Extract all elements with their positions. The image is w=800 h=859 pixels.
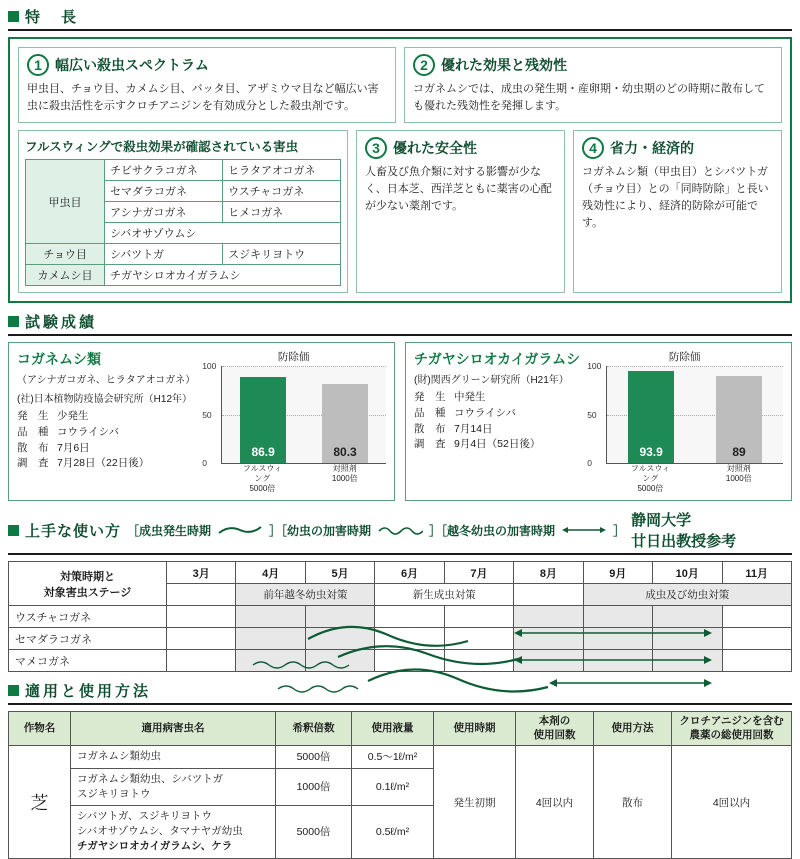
pest-list-caption: フルスウィングで殺虫効果が確認されている害虫 [25, 140, 299, 155]
chart-koganemushi [201, 349, 386, 494]
feature-title-4: 省力・経済的 [610, 140, 694, 157]
calendar-corner-label: 対策時期と 対象害虫ステージ [9, 562, 167, 606]
trial-2-info [414, 349, 580, 494]
month-header: 9月 [583, 562, 652, 584]
meta-val: コウライシバ [454, 406, 516, 419]
trial-1-meta [17, 409, 195, 472]
trials-panel [8, 342, 792, 501]
cell-pest-2-line2: スジキリヨトウ [77, 787, 151, 800]
cell-pest-3-line3: チガヤシロオカイガラムシ、ケラ [77, 840, 233, 853]
section-title-trials: 試験成績 [25, 314, 98, 332]
cell-dilution-2: 1000倍 [276, 768, 352, 805]
chart-1-title: 防除価 [277, 351, 310, 364]
chart-1-xlabel-1: 対照剤 1000倍 [331, 464, 358, 484]
table-row [26, 265, 341, 286]
chart-2-value-0: 93.9 [639, 445, 663, 460]
trial-2-meta [414, 390, 580, 453]
trial-1-sub: （アシナガコガネ、ヒラタアオコガネ） [17, 375, 196, 387]
cell-times: 4回以内 [516, 746, 594, 858]
cell-pest-2-line1: コガネムシ類幼虫、シバツトガ [77, 772, 223, 785]
feature-card-4-head [582, 137, 773, 159]
month-header: 10月 [653, 562, 722, 584]
chart-2-ytick-100: 100 [587, 361, 602, 372]
pest-cell: アシナガコガネ [105, 202, 223, 223]
pest-cell: シバオサゾウムシ [105, 223, 341, 244]
feature-body-2: コガネムシでは、成虫の発生期・産卵期・幼虫期のどの時期に散布しても優れた残効性を発揮します。 [413, 83, 765, 113]
feature-card-4 [573, 130, 782, 293]
col-method: 使用方法 [594, 712, 672, 746]
pest-cell: シバツトガ [105, 244, 223, 265]
col-volume: 使用液量 [352, 712, 434, 746]
chart-1-ytick-100: 100 [202, 361, 217, 372]
cell-dilution-1: 5000倍 [276, 746, 352, 768]
pest-group-koshumoku: 甲虫目 [26, 160, 105, 244]
legend-adult-label: ［成虫発生時期 [127, 523, 212, 538]
pest-list-card [18, 130, 348, 293]
chart-2-bar-1 [716, 376, 762, 463]
month-header: 6月 [375, 562, 444, 584]
usage-calendar [8, 561, 792, 672]
pest-group-choumoku: チョウ目 [26, 244, 105, 265]
meta-key: 散 布 [17, 441, 49, 454]
section-title-application: 適用と使用方法 [25, 683, 152, 701]
chart-1-value-1: 80.3 [333, 445, 357, 460]
legend-overwinter-label: ］［越冬幼虫の加害時期 [429, 523, 556, 538]
section-header-features [8, 6, 792, 31]
cell-dilution-3: 5000倍 [276, 806, 352, 859]
cell-method: 散布 [594, 746, 672, 858]
cell-pest-3-line1: シバツトガ、スジキリヨトウ [77, 810, 213, 823]
month-header: 11月 [722, 562, 792, 584]
cell-volume-3: 0.5ℓ/m² [352, 806, 434, 859]
chart-1-xlabel-0: フルスウィング 5000倍 [242, 464, 282, 494]
meta-val: 9月4日（52日後） [454, 438, 541, 451]
col-dilution: 希釈倍数 [276, 712, 352, 746]
meta-key: 品 種 [17, 425, 49, 438]
section-header-trials [8, 311, 792, 336]
chart-1-ytick-0: 0 [202, 458, 207, 469]
chart-1-ytick-50: 50 [202, 409, 212, 420]
adult-curve-icon [217, 524, 263, 536]
cell-volume-2: 0.1ℓ/m² [352, 768, 434, 805]
pest-cell: ヒメコガネ [223, 202, 341, 223]
calendar-table [8, 561, 792, 672]
feature-number-1: 1 [27, 54, 49, 76]
features-row-bottom [18, 130, 782, 293]
chart-1-bars [222, 366, 386, 463]
cell-crop-shiba: 芝 [9, 746, 71, 858]
chart-2-ytick-50: 50 [587, 409, 597, 420]
larva-wave-icon [377, 524, 423, 536]
month-header: 3月 [167, 562, 236, 584]
meta-key: 発 生 [414, 391, 446, 404]
cell-timing: 発生初期 [434, 746, 516, 858]
square-bullet-icon [8, 685, 19, 696]
overwinter-arrow-icon [561, 524, 607, 536]
cell-pest-3 [71, 806, 276, 859]
pest-cell: チビサクラコガネ [105, 160, 223, 181]
meta-val: 7月28日（22日後） [57, 457, 150, 470]
section-header-usage [8, 509, 792, 555]
chart-2-value-1: 89 [732, 445, 746, 460]
month-header: 4月 [236, 562, 305, 584]
month-header: 7月 [444, 562, 513, 584]
trial-1-name: コガネムシ類 [17, 351, 101, 368]
pest-row-mamekogane: マメコガネ [9, 650, 167, 672]
chart-2-xlabels [606, 464, 783, 494]
feature-body-3: 人畜及び魚介類に対する影響が少なく、日本芝、西洋芝ともに薬害の心配が少ない薬剤です。 [365, 166, 552, 213]
chart-1-value-0: 86.9 [251, 445, 275, 460]
meta-key: 品 種 [414, 406, 446, 419]
legend-larva-label: ］［幼虫の加害時期 [269, 523, 372, 538]
feature-number-4: 4 [582, 137, 604, 159]
pest-cell: セマダラコガネ [105, 181, 223, 202]
meta-val: 少発生 [57, 410, 89, 423]
meta-val: コウライシバ [57, 425, 119, 438]
legend-close-bracket: ］ [613, 523, 626, 538]
cell-total-times: 4回以内 [672, 746, 792, 858]
meta-val: 中発生 [454, 391, 486, 404]
feature-title-2: 優れた効果と残効性 [441, 57, 567, 73]
trial-1-source: (社)日本植物防疫協会研究所（H12年） [17, 394, 193, 406]
meta-val: 7月14日 [454, 422, 493, 435]
trial-card-chigaya [405, 342, 792, 501]
chart-2-xlabel-0: フルスウィング 5000倍 [630, 464, 670, 494]
usage-note: 静岡大学 廿日出教授参考 [631, 512, 737, 551]
chart-1-bar-1 [322, 384, 368, 463]
pest-row-usuchakogane: ウスチャコガネ [9, 606, 167, 628]
feature-body-4: コガネムシ類（甲虫目）とシバツトガ（チョウ目）との「同時防除」と長い残効性により、経済的防除が可能です。 [582, 166, 769, 230]
month-header: 5月 [305, 562, 374, 584]
chart-1-xlabels [221, 464, 386, 494]
feature-title-3: 優れた安全性 [393, 140, 477, 157]
pest-group-kamemushi: カメムシ目 [26, 265, 105, 286]
chart-2-ytick-0: 0 [587, 458, 592, 469]
feature-card-1 [18, 47, 396, 123]
chart-2-plot [587, 361, 783, 469]
square-bullet-icon [8, 525, 19, 536]
feature-card-3-head [365, 137, 556, 159]
table-row [26, 244, 341, 265]
cell-pest-3-line2: シバオサゾウムシ、タマナヤガ幼虫 [77, 825, 243, 838]
pest-table [25, 159, 341, 286]
feature-card-2-head [413, 54, 773, 76]
square-bullet-icon [8, 11, 19, 22]
col-pest: 適用病害虫名 [71, 712, 276, 746]
trial-2-name: チガヤシロオカイガラムシ [414, 351, 581, 368]
application-table [8, 711, 792, 859]
features-row-top [18, 47, 782, 123]
features-panel [8, 37, 792, 303]
feature-card-3 [356, 130, 565, 293]
table-row [9, 712, 792, 746]
pest-cell: スジキリヨトウ [223, 244, 341, 265]
chart-2-bars [607, 366, 783, 463]
chart-chigaya [586, 349, 783, 494]
meta-key: 調 査 [17, 457, 49, 470]
section-title-usage: 上手な使い方 [25, 522, 122, 540]
phase-label-0: 前年越冬幼虫対策 [236, 584, 375, 606]
pest-cell: ヒラタアオコガネ [223, 160, 341, 181]
chart-2-title: 防除価 [668, 351, 701, 364]
pest-cell: ウスチャコガネ [223, 181, 341, 202]
square-bullet-icon [8, 316, 19, 327]
chart-1-bar-0 [240, 377, 286, 463]
meta-key: 散 布 [414, 422, 446, 435]
table-row [26, 160, 341, 181]
feature-body-1: 甲虫目、チョウ目、カメムシ目、バッタ目、アザミウマ目など幅広い害虫に殺虫活性を示すクロチアニジンを有効成分とした殺虫剤です。 [27, 83, 379, 113]
table-row [9, 650, 792, 672]
trial-1-info [17, 349, 195, 494]
meta-key: 調 査 [414, 438, 446, 451]
col-total-times: クロチアニジンを含む 農薬の総使用回数 [672, 712, 792, 746]
table-row [9, 628, 792, 650]
feature-card-2 [404, 47, 782, 123]
chart-2-xlabel-1: 対照剤 1000倍 [725, 464, 752, 484]
table-row [9, 746, 792, 768]
feature-card-1-head [27, 54, 387, 76]
pest-cell: チガヤシロオカイガラムシ [105, 265, 341, 286]
chart-2-bar-0 [628, 371, 674, 463]
table-row [9, 606, 792, 628]
phase-label-1: 新生成虫対策 [375, 584, 514, 606]
pest-row-semadarakogane: セマダラコガネ [9, 628, 167, 650]
col-times: 本剤の 使用回数 [516, 712, 594, 746]
section-title-features: 特 長 [25, 9, 80, 26]
cell-volume-1: 0.5～1ℓ/m² [352, 746, 434, 768]
col-timing: 使用時期 [434, 712, 516, 746]
cell-pest-1: コガネムシ類幼虫 [71, 746, 276, 768]
month-header: 8月 [514, 562, 583, 584]
trial-card-koganemushi [8, 342, 395, 501]
chart-1-plot [202, 361, 386, 469]
meta-key: 発 生 [17, 410, 49, 423]
feature-title-1: 幅広い殺虫スペクトラム [55, 57, 209, 73]
meta-val: 7月6日 [57, 441, 90, 454]
col-crop: 作物名 [9, 712, 71, 746]
trial-2-source: (財)関西グリーン研究所（H21年） [414, 375, 569, 387]
table-row [9, 562, 792, 584]
section-header-application [8, 680, 792, 705]
phase-label-2: 成虫及び幼虫対策 [583, 584, 791, 606]
feature-number-3: 3 [365, 137, 387, 159]
feature-number-2: 2 [413, 54, 435, 76]
